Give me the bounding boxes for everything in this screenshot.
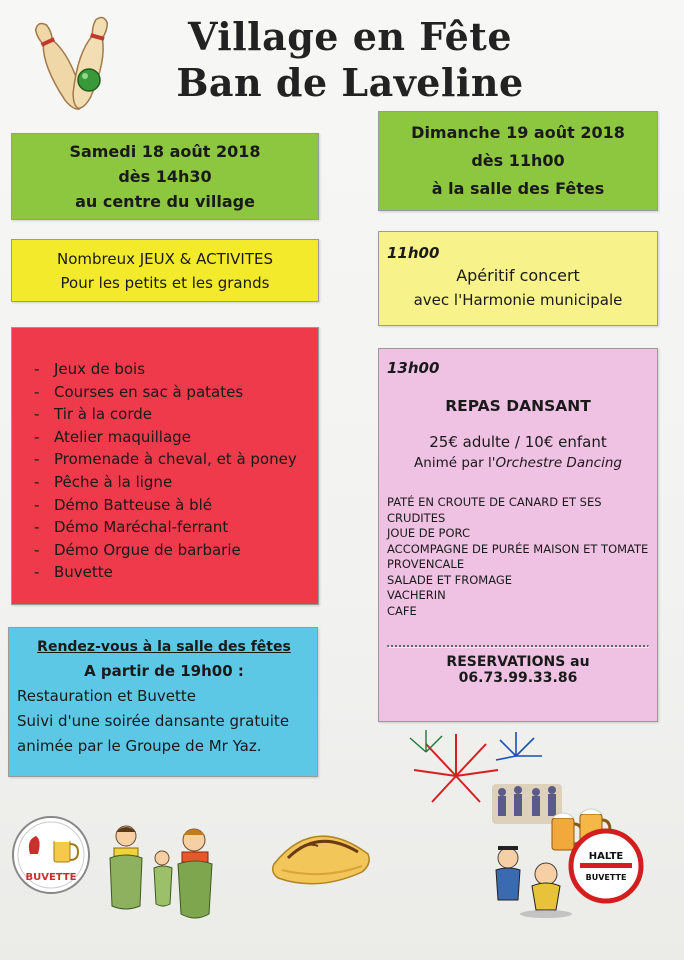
aperitif-box <box>378 231 658 326</box>
saturday-place: au centre du village <box>75 192 255 211</box>
list-item: - Promenade à cheval, et à poney <box>12 448 318 471</box>
sack-race-kids-icon <box>104 818 224 930</box>
sunday-box <box>378 111 658 211</box>
list-item: - Démo Orgue de barbarie <box>12 539 318 562</box>
saturday-time: dès 14h30 <box>118 167 212 186</box>
meal-reservations: RESERVATIONS au 06.73.99.33.86 <box>446 654 590 686</box>
menu-item: VACHERIN <box>387 588 446 602</box>
menu-item: SALADE ET FROMAGE <box>387 572 513 587</box>
list-item: - Pêche à la ligne <box>12 471 318 494</box>
buvette-badge-icon <box>10 814 92 896</box>
evening-line-1: Restauration et Buvette <box>17 687 197 705</box>
sunday-time: dès 11h00 <box>471 151 565 170</box>
menu-item: ACCOMPAGNE DE PURÉE MAISON ET TOMATE <box>387 541 649 556</box>
list-item: - Atelier maquillage <box>12 426 318 449</box>
evening-time: A partir de 19h00 : <box>84 662 244 680</box>
sunday-place: à la salle des Fêtes <box>431 179 605 198</box>
halte-buvette-sign-icon <box>568 828 644 904</box>
meal-menu <box>387 495 649 619</box>
meal-band: Orchestre Dancing <box>495 455 622 471</box>
list-item: - Démo Maréchal-ferrant <box>12 516 318 539</box>
list-item: - Jeux de bois <box>12 358 318 381</box>
halte-sign-top: HALTE <box>588 851 624 862</box>
evening-line-2: Suivi d'une soirée dansante gratuite <box>17 712 290 730</box>
menu-item: PROVENCALE <box>387 557 465 571</box>
meal-price: 25€ adulte / 10€ enfant <box>429 433 607 451</box>
evening-box <box>8 627 318 777</box>
title-line-1: Village en Fête <box>187 14 513 59</box>
saturday-date: Samedi 18 août 2018 <box>69 142 261 161</box>
meal-animated-prefix: Animé par l' <box>414 455 496 471</box>
meal-time: 13h00 <box>387 359 440 377</box>
meal-animated <box>387 455 649 471</box>
menu-item: JOUE DE PORC <box>387 526 470 540</box>
halte-sign-bottom: BUVETTE <box>585 873 627 882</box>
list-item: - Courses en sac à patates <box>12 381 318 404</box>
activities-box <box>11 327 319 605</box>
meal-divider <box>387 645 649 648</box>
evening-line-3: animée par le Groupe de Mr Yaz. <box>17 737 262 755</box>
meal-box <box>378 348 658 722</box>
menu-item: CAFE <box>387 603 417 618</box>
list-item: - Tir à la corde <box>12 403 318 426</box>
title-line-2: Ban de Laveline <box>176 60 524 105</box>
fireworks-icon <box>396 726 566 832</box>
aperitif-time: 11h00 <box>387 244 440 262</box>
list-item: - Démo Batteuse à blé <box>12 494 318 517</box>
crepe-icon <box>268 814 376 890</box>
list-item: - Buvette <box>12 561 318 584</box>
cartoon-drinkers-icon <box>486 840 576 920</box>
meal-title: REPAS DANSANT <box>445 397 591 415</box>
saturday-box <box>11 133 319 220</box>
buvette-badge-label: BUVETTE <box>25 872 77 883</box>
aperitif-line-2: avec l'Harmonie municipale <box>413 291 623 309</box>
games-box <box>11 239 319 302</box>
games-line-1: Nombreux JEUX & ACTIVITES <box>56 250 274 268</box>
evening-heading: Rendez-vous à la salle des fêtes <box>37 639 291 655</box>
aperitif-line-1: Apéritif concert <box>456 266 580 285</box>
bowling-pins-icon <box>34 12 114 127</box>
menu-item: PATÉ EN CROUTE DE CANARD ET SES CRUDITES <box>387 495 602 525</box>
page-title <box>150 14 550 106</box>
games-line-2: Pour les petits et les grands <box>60 274 270 292</box>
activities-list <box>12 358 318 584</box>
sunday-date: Dimanche 19 août 2018 <box>411 123 625 142</box>
